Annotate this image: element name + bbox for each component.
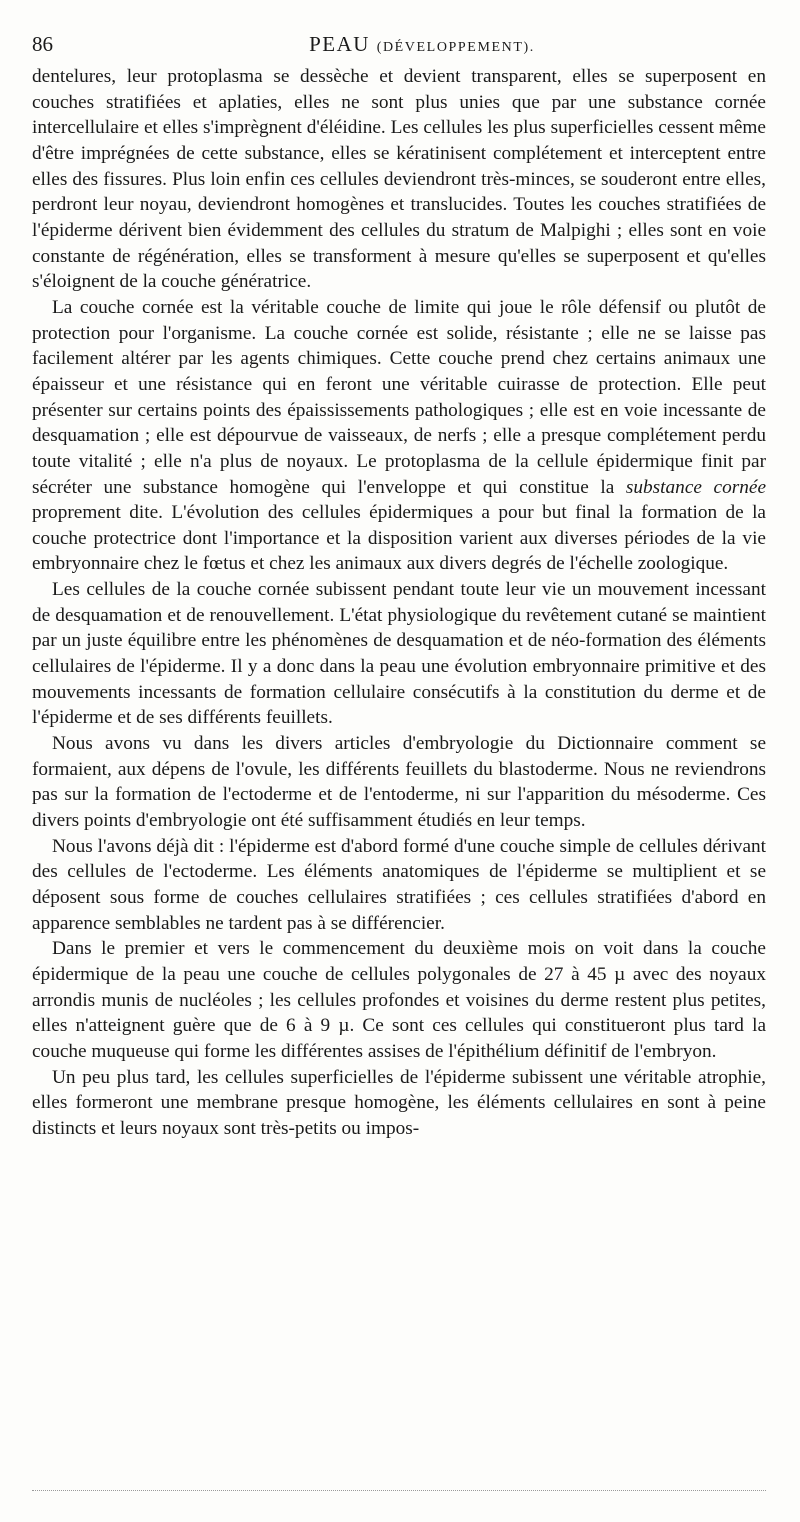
italic-term: substance cornée bbox=[625, 476, 766, 498]
page-header bbox=[32, 30, 766, 60]
paragraph-7: Un peu plus tard, les cellules superficielles de l'épiderme subissent une véritable atrophie, elles formeront une membrane presque homogène, les éléments cellulaires en sont à peine distincts et leurs noyaux sont très-petits ou impos- bbox=[32, 1066, 766, 1139]
paragraph-6: Dans le premier et vers le commencement du deuxième mois on voit dans la couche épidermique de la peau une couche de cellules polygonales de 27 à 45 µ avec des noyaux arrondis munis de nucléoles ; les cellules profondes et voisines du derme restent plus petites, elles n'atteignent guère que de 6 à 9 µ. Ce sont ces cellules qui constitueront plus tard la couche muqueuse qui forme les différentes assises de l'épithélium définitif de l'embryon. bbox=[32, 938, 766, 1062]
running-head bbox=[272, 30, 572, 62]
paragraph-4: Nous avons vu dans les divers articles d'embryologie du Dictionnaire comment se formaient, aux dépens de l'ovule, les différents feuillets du blastoderme. Nous ne reviendrons pas sur la formation de l'ectoderme et de l'entoderme, ni sur l'apparition du mésoderme. Ces divers points d'embryologie ont été suffisamment étudiés en leur temps. bbox=[32, 733, 766, 832]
running-head-title: PEAU bbox=[309, 32, 370, 56]
paragraph-2-part-a: La couche cornée est la véritable couche de limite qui joue le rôle défensif ou plutôt de protection pour l'organisme. La couche cornée est solide, résistante ; elle ne se laisse pas facilement altérer par les agents chimiques. Cette couche prend chez certains animaux une épaisseur et une résistance qui en feront une véritable cuirasse de protection. Elle peut présenter sur certains points des épaississements pathologiques ; elle est en voie incessante de desquamation ; elle est dépourvue de vaisseaux, de nerfs ; elle a presque complétement perdu toute vitalité ; elle n'a plus de noyaux. Le protoplasma de la cellule épidermique finit par sécréter une substance homogène qui l'enveloppe et qui constitue la bbox=[32, 296, 766, 498]
footer-dotted-rule bbox=[32, 1490, 766, 1491]
body-text bbox=[32, 64, 766, 1142]
paragraph-5: Nous l'avons déjà dit : l'épiderme est d'abord formé d'une couche simple de cellules dérivant des cellules de l'ectoderme. Les éléments anatomiques de l'épiderme se multiplient et se déposent sous forme de couches cellulaires stratifiées ; ces cellules stratifiées d'abord en apparence semblables ne tardent pas à se différencier. bbox=[32, 835, 766, 934]
paragraph-1: dentelures, leur protoplasma se dessèche et devient transparent, elles se superposent en couches stratifiées et aplaties, elles ne sont plus unies que par une substance cornée intercellulaire et elles s'imprègnent d'éléidine. Les cellules les plus superficielles cessent même d'être imprégnées de cette substance, elles se kératinisent complétement et interceptent entre elles des fissures. Plus loin enfin ces cellules deviendront très-minces, se souderont entre elles, perdront leur noyau, deviendront homogènes et translucides. Toutes les couches stratifiées de l'épiderme dérivent bien évidemment des cellules du stratum de Malpighi ; elles sont en voie constante de régénération, elles se transforment à mesure qu'elles se superposent et qu'elles s'éloignent de la couche génératrice. bbox=[32, 66, 766, 293]
paragraph-3: Les cellules de la couche cornée subissent pendant toute leur vie un mouvement incessant de desquamation et de renouvellement. L'état physiologique du revêtement cutané se maintient par un juste équilibre entre les phénomènes de desquamation et de néo-formation des éléments cellulaires de l'épiderme. Il y a donc dans la peau une évolution embryonnaire primitive et des mouvements incessants de formation cellulaire consécutifs à la constitution du derme et de l'épiderme et de ses différents feuillets. bbox=[32, 579, 766, 729]
paragraph-2 bbox=[32, 295, 766, 577]
page-number: 86 bbox=[32, 32, 53, 56]
paragraph-2-part-b: proprement dite. L'évolution des cellules épidermiques a pour but final la formation de la couche protectrice dont l'importance et la disposition varient aux diverses périodes de la vie embryonnaire chez le fœtus et chez les animaux aux divers degrés de l'échelle zoologique. bbox=[32, 502, 766, 575]
running-head-subtitle: (DÉVELOPPEMENT). bbox=[376, 40, 535, 55]
